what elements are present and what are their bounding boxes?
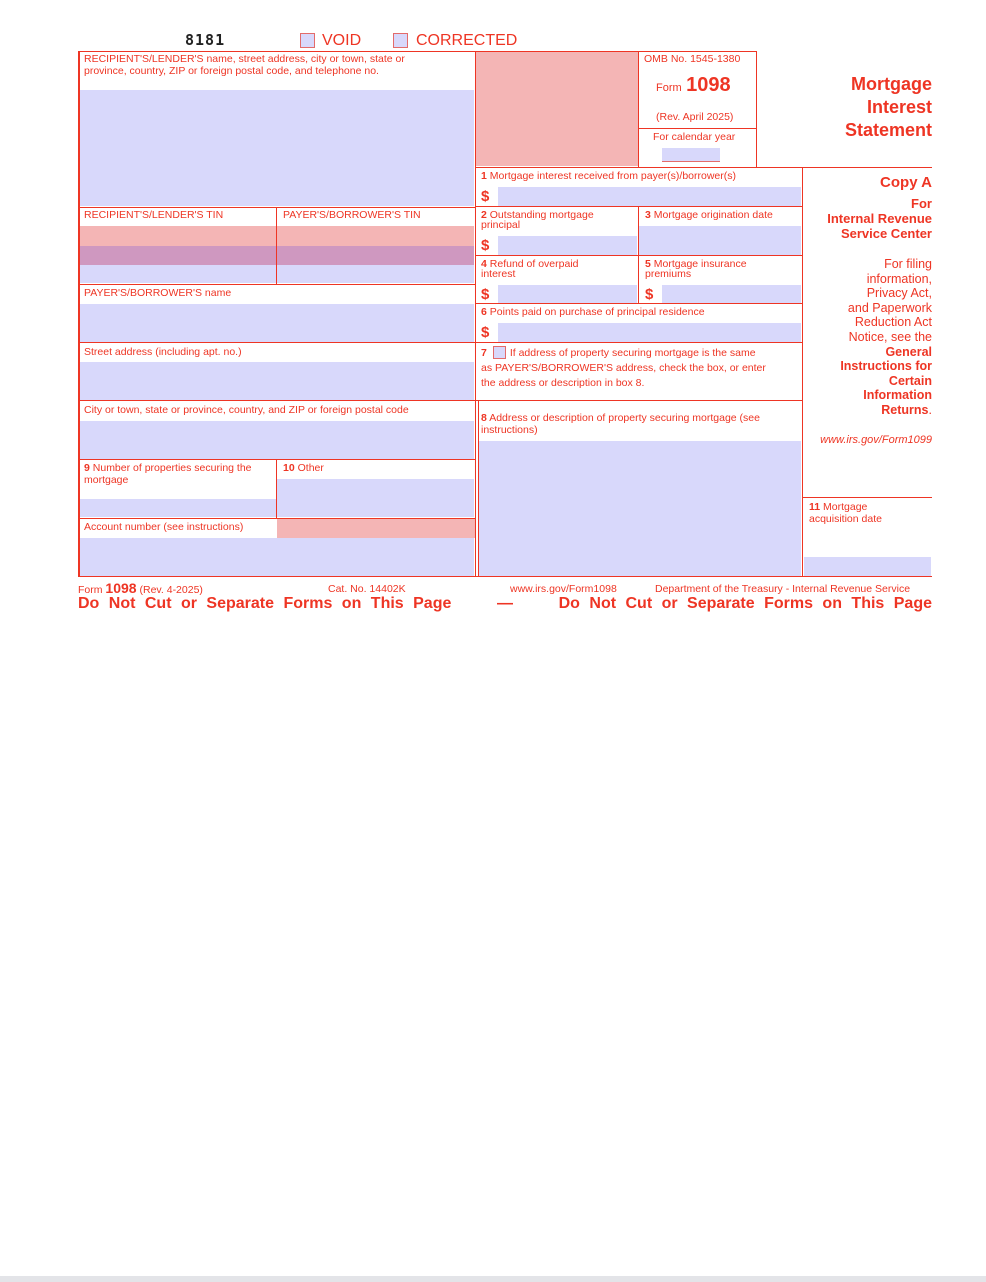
box1-input[interactable] (498, 187, 801, 206)
info-bold-returns: Returns (881, 402, 929, 417)
box7-label (481, 346, 766, 391)
border-left (78, 51, 80, 577)
box11-label (809, 502, 882, 525)
box2-label-line1: Outstanding mortgage (489, 209, 594, 221)
title-line3: Statement (844, 120, 932, 140)
box8-label-line1: Address or description of property securing mortgage (see (489, 412, 760, 424)
box6-input[interactable] (498, 323, 801, 342)
title-line1: Mortgage (851, 74, 932, 94)
footer-cat-no: Cat. No. 14402K (328, 583, 406, 595)
copy-irs-line2: Service Center (840, 226, 932, 241)
form-revision: (Rev. April 2025) (656, 111, 734, 123)
divider-row1 (475, 167, 932, 168)
footer-form-number: 1098 (105, 580, 137, 596)
footer-form-id (78, 580, 203, 596)
divider-omb-left (638, 51, 639, 167)
box4-label-line2: interest (481, 268, 516, 280)
info-bold-line: Information (863, 388, 932, 403)
info-period: . (928, 402, 932, 417)
info-bold-line: Instructions for (840, 359, 932, 374)
tin-shade-mid (80, 246, 474, 265)
form-number-header (656, 74, 731, 97)
footer-revision: (Rev. 4-2025) (139, 584, 203, 596)
title-line2: Interest (866, 97, 932, 117)
warning-left: Do Not Cut or Separate Forms on This Page (78, 595, 452, 612)
info-line: Privacy Act, (866, 286, 932, 301)
divider-omb-inner (638, 128, 756, 129)
form-number: 1098 (686, 74, 731, 96)
recipient-tin-label: RECIPIENT'S/LENDER'S TIN (84, 209, 224, 221)
box5-label (645, 259, 747, 279)
box5-number: 5 (645, 258, 651, 270)
info-line: For filing (884, 257, 932, 271)
divider-box2-bottom (475, 255, 802, 256)
irs-1099-link[interactable]: www.irs.gov/Form1099 (820, 434, 932, 446)
box2-label-line2: principal (481, 219, 521, 231)
box2-dollar-sign: $ (481, 237, 490, 254)
box3-number: 3 (645, 209, 651, 221)
divider-box11-top (802, 497, 932, 498)
box9-label-line2: mortgage (84, 473, 129, 486)
copy-irs-line1: Internal Revenue (827, 211, 932, 226)
omb-number: OMB No. 1545-1380 (644, 53, 741, 65)
divider-right-col (802, 167, 803, 577)
box5-dollar-sign: $ (645, 286, 654, 303)
copy-a-label: Copy A (880, 174, 932, 191)
footer-dept: Department of the Treasury - Internal Revenue Service (655, 583, 911, 595)
footer-form-prefix: Form (78, 584, 103, 596)
box11-input[interactable] (804, 557, 931, 576)
box4-number: 4 (481, 258, 487, 270)
box7-label-line3: the address or description in box 8. (481, 377, 645, 389)
payer-name-input[interactable] (80, 304, 474, 342)
box5-input[interactable] (662, 285, 801, 303)
footer-url[interactable]: www.irs.gov/Form1098 (510, 583, 617, 595)
box4-input[interactable] (498, 285, 637, 303)
recipient-name-label (84, 54, 405, 77)
box11-label-line1: Mortgage (823, 501, 868, 513)
box1-label-text: Mortgage interest received from payer(s)/borrower(s) (489, 170, 737, 182)
copy-for: For (911, 196, 932, 211)
divider-box7-bottom (475, 400, 802, 401)
box7-label-line1: If address of property securing mortgage is the same (509, 347, 756, 359)
divider-name-bottom (78, 342, 475, 343)
form-prefix: Form (656, 82, 682, 94)
corrected-label: CORRECTED (416, 32, 518, 49)
box11-label-line2: acquisition date (809, 512, 882, 525)
info-line: and Paperwork (847, 300, 932, 315)
form-code: 8181 (185, 31, 226, 49)
city-input[interactable] (80, 421, 474, 459)
box1-label (481, 171, 736, 183)
warning-dash: — (497, 595, 513, 612)
copy-panel-irs (827, 196, 932, 241)
box4-dollar-sign: $ (481, 286, 490, 303)
box11-number: 11 (809, 501, 821, 513)
form-title (845, 73, 932, 142)
box7-checkbox[interactable] (493, 346, 506, 359)
box9-label (84, 463, 252, 486)
void-checkbox[interactable] (300, 33, 315, 48)
calendar-year-label: For calendar year (653, 131, 736, 143)
box2-input[interactable] (498, 236, 637, 255)
box7-number: 7 (481, 347, 487, 359)
divider-omb-right (756, 51, 757, 167)
page-bottom-edge (0, 1276, 986, 1282)
account-number-label: Account number (see instructions) (84, 521, 244, 533)
box9-label-line1: Number of properties securing the (92, 462, 252, 474)
box6-number: 6 (481, 306, 487, 318)
warning-right: Do Not Cut or Separate Forms on This Page (558, 595, 932, 612)
info-line: Reduction Act (854, 315, 932, 330)
border-bottom (78, 576, 932, 577)
recipient-name-label-line2: province, country, ZIP or foreign postal code, and telephone no. (84, 64, 379, 77)
box4-label-line1: Refund of overpaid (489, 258, 579, 270)
info-bold-line: Certain (888, 373, 932, 388)
box10-label (283, 463, 324, 475)
divider-box9-10 (276, 459, 277, 518)
recipient-tin-input[interactable] (80, 265, 276, 283)
divider-street-bottom (78, 400, 475, 401)
info-bold-line: General (885, 344, 932, 359)
divider-box8-left (478, 400, 479, 577)
account-number-input[interactable] (80, 538, 474, 576)
box1-dollar-sign: $ (481, 188, 490, 205)
street-address-input[interactable] (80, 362, 474, 400)
box9-input[interactable] (80, 499, 276, 517)
box6-label-text: Points paid on purchase of principal residence (489, 306, 705, 318)
box2-label (481, 210, 594, 230)
box8-number: 8 (481, 412, 487, 424)
box8-label-line2: instructions) (481, 423, 538, 436)
street-address-label: Street address (including apt. no.) (84, 346, 242, 358)
copy-panel-info (840, 257, 932, 418)
void-label: VOID (322, 32, 362, 49)
info-line: Notice, see the (848, 329, 932, 344)
corrected-checkbox[interactable] (393, 33, 408, 48)
tin-shade-top (80, 226, 474, 246)
box8-input[interactable] (479, 441, 801, 576)
box10-number: 10 (283, 462, 295, 474)
info-line: information, (866, 271, 932, 286)
box3-label (645, 210, 773, 222)
payer-tin-input[interactable] (277, 265, 474, 283)
box4-label (481, 259, 579, 279)
divider-tin-bottom (78, 284, 475, 285)
account-shade (277, 519, 475, 538)
box6-dollar-sign: $ (481, 324, 490, 341)
payer-tin-label: PAYER'S/BORROWER'S TIN (283, 209, 421, 221)
calendar-year-input[interactable] (662, 148, 720, 162)
box3-input[interactable] (639, 226, 801, 255)
border-top (78, 51, 756, 52)
box9-number: 9 (84, 462, 90, 474)
box10-input[interactable] (277, 479, 474, 517)
info-bold-last (840, 403, 932, 418)
divider-tin-mid (276, 207, 277, 284)
box6-label (481, 307, 705, 319)
box5-label-line1: Mortgage insurance (653, 258, 747, 270)
box5-label-line2: premiums (645, 268, 692, 280)
recipient-name-input[interactable] (80, 90, 474, 206)
divider-box4-bottom (475, 303, 802, 304)
box8-label (481, 413, 760, 436)
box7-label-line2: as PAYER'S/BORROWER'S address, check the box, or enter (481, 362, 766, 374)
footer-warning (78, 595, 932, 613)
payer-name-label: PAYER'S/BORROWER'S name (84, 287, 232, 299)
box1-number: 1 (481, 170, 487, 182)
city-label: City or town, state or province, country, and ZIP or foreign postal code (84, 404, 409, 416)
divider-box9-bottom (78, 518, 475, 519)
reserved-shaded-area (476, 52, 638, 166)
box2-number: 2 (481, 209, 487, 221)
divider-box6-bottom (475, 342, 802, 343)
box3-label-text: Mortgage origination date (653, 209, 773, 221)
divider-left-col (475, 51, 476, 577)
recipient-name-label-line1: RECIPIENT'S/LENDER'S name, street address, city or town, state or (84, 53, 405, 65)
box10-label-text: Other (297, 462, 324, 474)
